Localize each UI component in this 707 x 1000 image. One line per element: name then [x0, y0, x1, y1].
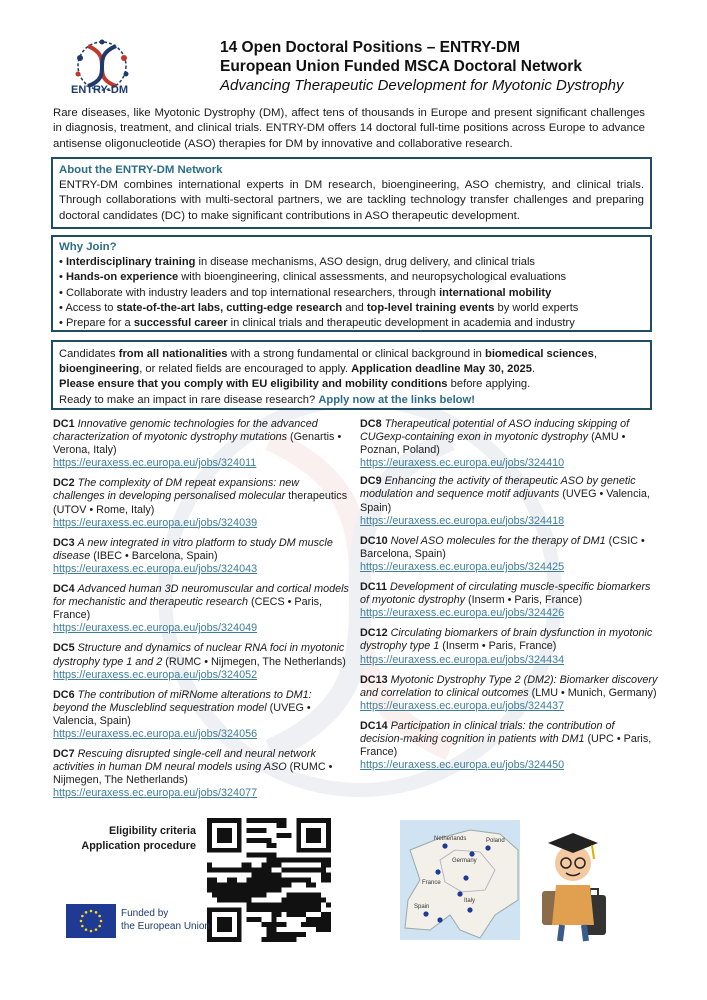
position-host: (Genartis • Verona, Italy) — [53, 431, 342, 457]
eligibility-criteria-label[interactable]: Eligibility criteria — [108, 825, 196, 837]
map-label-germany: Germany — [452, 858, 477, 864]
position-title: The contribution of miRNome alterations to DM1: beyond the Muscleblind sequestration model — [53, 688, 312, 714]
application-procedure-label[interactable]: Application procedure — [81, 840, 196, 852]
page-title: 14 Open Doctoral Positions – ENTRY-DM — [220, 39, 521, 56]
position-title: Development of circulating muscle-specific biomarkers of myotonic dystrophy — [360, 581, 651, 607]
europe-map-icon — [400, 820, 520, 940]
position-code: DC3 — [53, 536, 75, 549]
position-code: DC7 — [53, 748, 75, 761]
position-dc12 — [360, 627, 660, 666]
intro-paragraph: Rare diseases, like Myotonic Dystrophy (DM), affect tens of thousands in Europe and present significant challenges in diagnosis, treatment, and clinical trials. ENTRY-DM offers 14 doctoral full-time positions across Europe to advance antisense oligonucleotide (ASO) therapies for DM by innovative and collaborative research. — [53, 107, 645, 150]
position-code: DC10 — [360, 534, 388, 547]
logo-text: ENTRY-DM — [71, 84, 129, 96]
positions-right-column — [360, 418, 660, 772]
position-code: DC11 — [360, 581, 388, 594]
position-dc11 — [360, 581, 660, 620]
map-label-france: France — [422, 880, 441, 886]
position-dc7 — [53, 748, 349, 800]
position-dc9 — [360, 475, 660, 527]
why-join-item: • Interdisciplinary training in disease mechanisms, ASO design, drug delivery, and clinical trials — [59, 256, 535, 268]
position-title: Advanced human 3D neuromuscular and cortical models for mechanistic and therapeutic research — [53, 583, 349, 609]
why-join-item: • Access to state-of-the-art labs, cutting-edge research and top-level training events by world experts — [59, 301, 579, 314]
position-dc1 — [53, 418, 349, 470]
why-join-title: Why Join? — [59, 241, 117, 253]
map-label-netherlands: Netherlands — [434, 836, 467, 842]
page-tagline: Advancing Therapeutic Development for Myotonic Dystrophy — [220, 77, 624, 94]
position-link[interactable]: https://euraxess.ec.europa.eu/jobs/324052 — [53, 668, 258, 681]
position-dc10 — [360, 535, 660, 574]
position-dc13 — [360, 674, 660, 713]
position-link[interactable]: https://euraxess.ec.europa.eu/jobs/324418 — [360, 514, 565, 527]
position-link[interactable]: https://euraxess.ec.europa.eu/jobs/324056 — [53, 727, 258, 740]
eu-flag-icon — [66, 904, 116, 938]
position-link[interactable]: https://euraxess.ec.europa.eu/jobs/324410 — [360, 457, 565, 470]
position-dc14 — [360, 720, 660, 772]
position-title: A new integrated in vitro platform to study DM muscle disease — [53, 536, 333, 562]
why-join-item: • Prepare for a successful career in clinical trials and therapeutic development in academia and industry — [59, 317, 575, 330]
position-host: (LMU • Munich, Germany) — [531, 686, 657, 699]
phd-student-illustration-icon — [528, 825, 618, 943]
position-link[interactable]: https://euraxess.ec.europa.eu/jobs/324426 — [360, 607, 565, 620]
why-join-box — [51, 235, 652, 332]
about-box — [51, 157, 652, 229]
candidates-box — [51, 340, 652, 410]
candidates-text: Candidates from all nationalities with a strong fundamental or clinical background in biomedical sciences, bioengineering, or related fields are encouraged to apply. Application deadline May 30, 2025. — [59, 348, 597, 376]
position-host: (CECS • Paris, France) — [53, 596, 323, 622]
position-code: DC2 — [53, 477, 75, 490]
why-join-item: • Hands-on experience with bioengineering, clinical assessments, and neuropsychological evaluations — [59, 271, 567, 284]
position-host: (RUMC • Nijmegen, The Netherlands) — [53, 761, 333, 787]
position-title: Circulating biomarkers of brain dysfunction in myotonic dystrophy type 1 — [360, 627, 653, 653]
eligibility-note: Please ensure that you comply with EU eligibility and mobility conditions before applying. — [59, 378, 531, 391]
position-host: (UVEG • Valencia, Spain) — [53, 701, 311, 727]
position-title: Therapeutical potential of ASO inducing skipping of CUGexp-containing exon in myotonic dystrophy — [360, 418, 630, 444]
position-dc6 — [53, 689, 349, 741]
position-code: DC8 — [360, 418, 382, 430]
position-dc4 — [53, 583, 349, 635]
position-code: DC9 — [360, 475, 382, 488]
position-dc8 — [360, 418, 660, 470]
funded-by-line1: Funded by — [121, 908, 169, 919]
map-label-spain: Spain — [414, 904, 430, 910]
position-code: DC12 — [360, 627, 388, 640]
apply-line: Ready to make an impact in rare disease research? Apply now at the links below! — [59, 393, 475, 406]
position-code: DC5 — [53, 642, 75, 655]
qr-code-icon[interactable] — [207, 818, 331, 942]
position-link[interactable]: https://euraxess.ec.europa.eu/jobs/324039 — [53, 516, 258, 529]
position-link[interactable]: https://euraxess.ec.europa.eu/jobs/324077 — [53, 787, 258, 800]
map-label-poland: Poland — [486, 838, 505, 844]
position-link[interactable]: https://euraxess.ec.europa.eu/jobs/324434 — [360, 653, 565, 666]
funded-by-line2: the European Union — [121, 921, 210, 932]
position-host: (Inserm • Paris, France) — [442, 640, 557, 653]
position-host: (Inserm • Paris, France) — [468, 594, 583, 607]
map-label-italy: Italy — [464, 898, 476, 904]
position-link[interactable]: https://euraxess.ec.europa.eu/jobs/324425 — [360, 560, 565, 573]
position-link[interactable]: https://euraxess.ec.europa.eu/jobs/324049 — [53, 622, 258, 635]
page-subtitle: European Union Funded MSCA Doctoral Network — [220, 58, 582, 75]
why-join-item: • Collaborate with industry leaders and top international researchers, through international mobility — [59, 286, 552, 299]
position-host: (UPC • Paris, France) — [360, 732, 652, 759]
funded-by-eu — [121, 907, 210, 933]
position-host: (CSIC • Barcelona, Spain) — [360, 534, 645, 560]
position-title: Enhancing the activity of therapeutic ASO by genetic modulation and sequence motif adjuvants — [360, 475, 636, 501]
dna-network-logo-icon — [66, 36, 138, 108]
position-code: DC6 — [53, 688, 75, 701]
position-title: The complexity of DM repeat expansions: new challenges in developing personalised molecular — [53, 477, 300, 503]
position-link[interactable]: https://euraxess.ec.europa.eu/jobs/324450 — [360, 759, 565, 772]
position-code: DC14 — [360, 719, 388, 732]
position-link[interactable]: https://euraxess.ec.europa.eu/jobs/324437 — [360, 699, 565, 712]
apply-now-text: Apply now at the links below! — [318, 393, 475, 406]
position-host: therapeutics (UTOV • Rome, Italy) — [53, 490, 348, 516]
position-dc2 — [53, 477, 349, 529]
position-host: (IBEC • Barcelona, Spain) — [93, 549, 218, 562]
position-title: Innovative genomic technologies for the advanced characterization of myotonic dystrophy mutations — [53, 418, 318, 444]
about-title: About the ENTRY-DM Network — [59, 164, 223, 176]
header — [220, 38, 690, 95]
position-code: DC4 — [53, 583, 75, 596]
position-code: DC13 — [360, 673, 388, 686]
position-link[interactable]: https://euraxess.ec.europa.eu/jobs/324011 — [53, 457, 257, 470]
position-dc5 — [53, 642, 349, 681]
about-text: ENTRY-DM combines international experts in DM research, bioengineering, ASO chemistry, and clinical trials. Through collaborations with multi-sectoral partners, we are tackling technology transfer challenges and preparing doctoral candidates (DC) to make significant contributions in ASO therapeutic development. — [59, 179, 644, 222]
position-link[interactable]: https://euraxess.ec.europa.eu/jobs/324043 — [53, 562, 258, 575]
position-host: (RUMC • Nijmegen, The Netherlands) — [165, 655, 346, 668]
position-dc3 — [53, 537, 349, 576]
positions-left-column — [53, 418, 349, 800]
position-title: Rescuing disrupted single-cell and neural network activities in human DM neural models using ASO — [53, 748, 316, 774]
position-title: Myotonic Dystrophy Type 2 (DM2): Biomarker discovery and correlation to clinical outcomes — [360, 673, 658, 699]
position-title: Participation in clinical trials: the contribution of decision-making cognition in patients with DM1 — [360, 719, 615, 745]
position-code: DC1 — [53, 418, 75, 430]
position-host: (UVEG • Valencia, Spain) — [360, 488, 650, 514]
why-join-list — [59, 255, 644, 331]
footer-links-labels — [66, 824, 196, 854]
position-title: Structure and dynamics of nuclear RNA foci in myotonic dystrophy type 1 and 2 — [53, 642, 345, 668]
position-title: Novel ASO molecules for the therapy of DM1 — [390, 534, 606, 547]
position-host: (AMU • Poznan, Poland) — [360, 431, 626, 457]
